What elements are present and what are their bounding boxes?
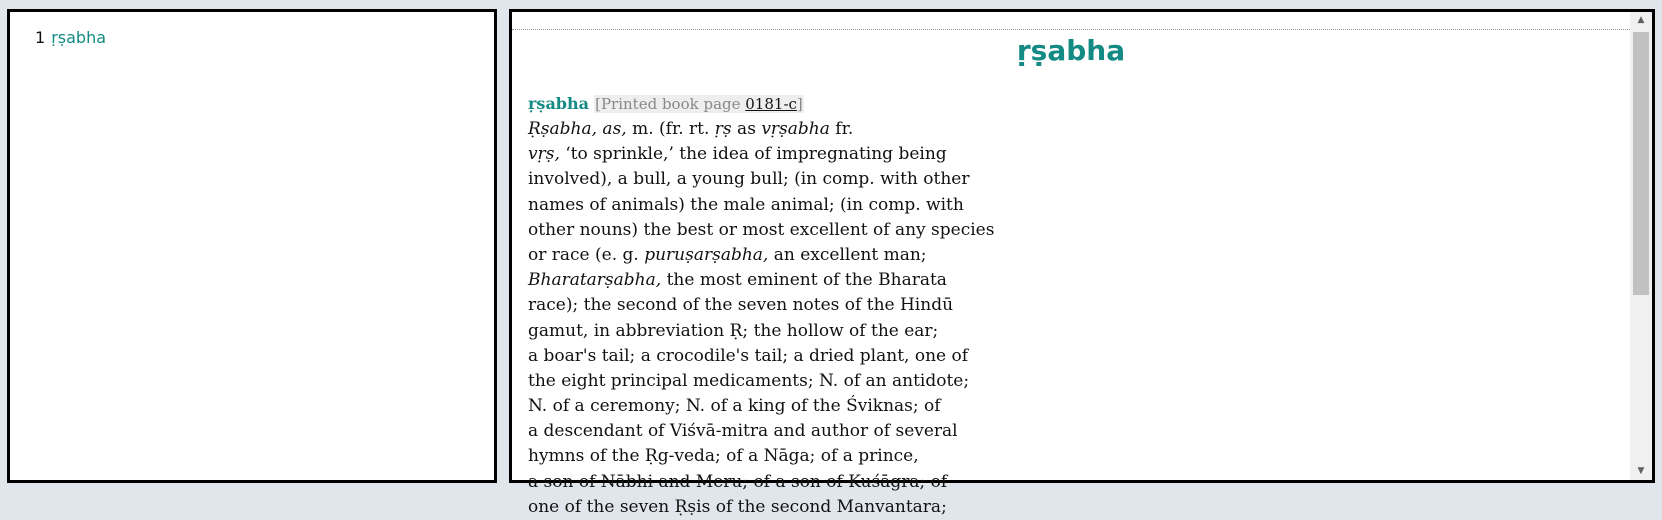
definition-line <box>528 470 1048 495</box>
definition-line <box>528 142 1048 167</box>
definition-term: vṛṣabha <box>761 119 830 139</box>
definition-line <box>528 319 1048 344</box>
definition-term: Ṛṣabha, as, <box>528 119 627 139</box>
entry-headword: ṛṣabha <box>1016 34 1126 67</box>
definition-text: other nouns) the best or most excellent of any species <box>528 219 995 240</box>
definition-text: the eight principal medicaments; N. of an antidote; <box>528 370 970 391</box>
definition-line <box>528 243 1048 268</box>
definition-text: ‘to sprinkle,’ the idea of impregnating being <box>559 144 947 165</box>
definition-line <box>528 419 1048 444</box>
vertical-scrollbar[interactable] <box>1630 12 1652 480</box>
entry-header <box>528 93 1048 115</box>
result-item[interactable] <box>35 28 106 47</box>
definition-line <box>528 193 1048 218</box>
definition-text: race); the second of the seven notes of the Hindū <box>528 295 954 316</box>
result-number: 1 <box>35 28 46 47</box>
definition-line <box>528 218 1048 243</box>
definition-line <box>528 394 1048 419</box>
definition-text: m. (fr. rt. <box>626 119 715 139</box>
definition-text: names of animals) the male animal; (in comp. with <box>528 194 964 215</box>
definition-text: fr. <box>829 119 854 139</box>
definition-line <box>528 167 1048 192</box>
definition-text: an excellent man; <box>768 244 927 265</box>
definition-line <box>528 369 1048 394</box>
definition-text: a boar's tail; a crocodile's tail; a dried plant, one of <box>528 345 969 366</box>
definition-line <box>528 495 1048 520</box>
top-divider <box>512 29 1630 30</box>
results-pane <box>7 9 497 483</box>
definition-text: a descendant of Viśvā-mitra and author of several <box>528 421 958 442</box>
scroll-down-arrow-icon[interactable]: ▼ <box>1637 466 1645 476</box>
definition-line <box>528 268 1048 293</box>
printed-page-label <box>594 95 804 113</box>
printed-suffix: ] <box>796 95 803 113</box>
definition-text: one of the seven Ṛṣis of the second Manvantara; <box>528 496 947 517</box>
printed-page-link[interactable]: 0181-c <box>745 95 797 113</box>
definition-text: involved), a bull, a young bull; (in comp. with other <box>528 169 970 190</box>
scroll-thumb[interactable] <box>1633 32 1649 295</box>
definition-text: or race (e. g. <box>528 244 645 265</box>
definition-line <box>528 293 1048 318</box>
scroll-up-arrow-icon[interactable]: ▲ <box>1637 15 1645 25</box>
definition-term: Bharatarṣabha, <box>528 270 662 291</box>
definition-text: as <box>731 119 762 139</box>
definition-line <box>528 117 1048 142</box>
printed-prefix: [Printed book page <box>595 95 746 113</box>
definition-term: puruṣarṣabha, <box>644 244 769 265</box>
definition-text: the most eminent of the Bharata <box>661 270 947 291</box>
definition-term: ṛṣ <box>714 119 732 139</box>
definition-text: N. of a ceremony; N. of a king of the Śviknas; of <box>528 396 941 417</box>
entry-word: ṛṣabha <box>528 94 589 113</box>
definition-text: gamut, in abbreviation Ṛ; the hollow of the ear; <box>528 320 939 341</box>
definition-text: hymns of the Ṛg-veda; of a Nāga; of a prince, <box>528 446 919 467</box>
entry-body <box>528 93 1048 520</box>
definition-line <box>528 444 1048 469</box>
entry-pane <box>509 9 1655 517</box>
definition-text: a son of Nābhi and Meru; of a son of Kuśāgra; of <box>528 471 948 492</box>
definition-line <box>528 344 1048 369</box>
result-link[interactable]: ṛṣabha <box>51 28 107 47</box>
definition-term: vṛṣ, <box>528 144 560 165</box>
